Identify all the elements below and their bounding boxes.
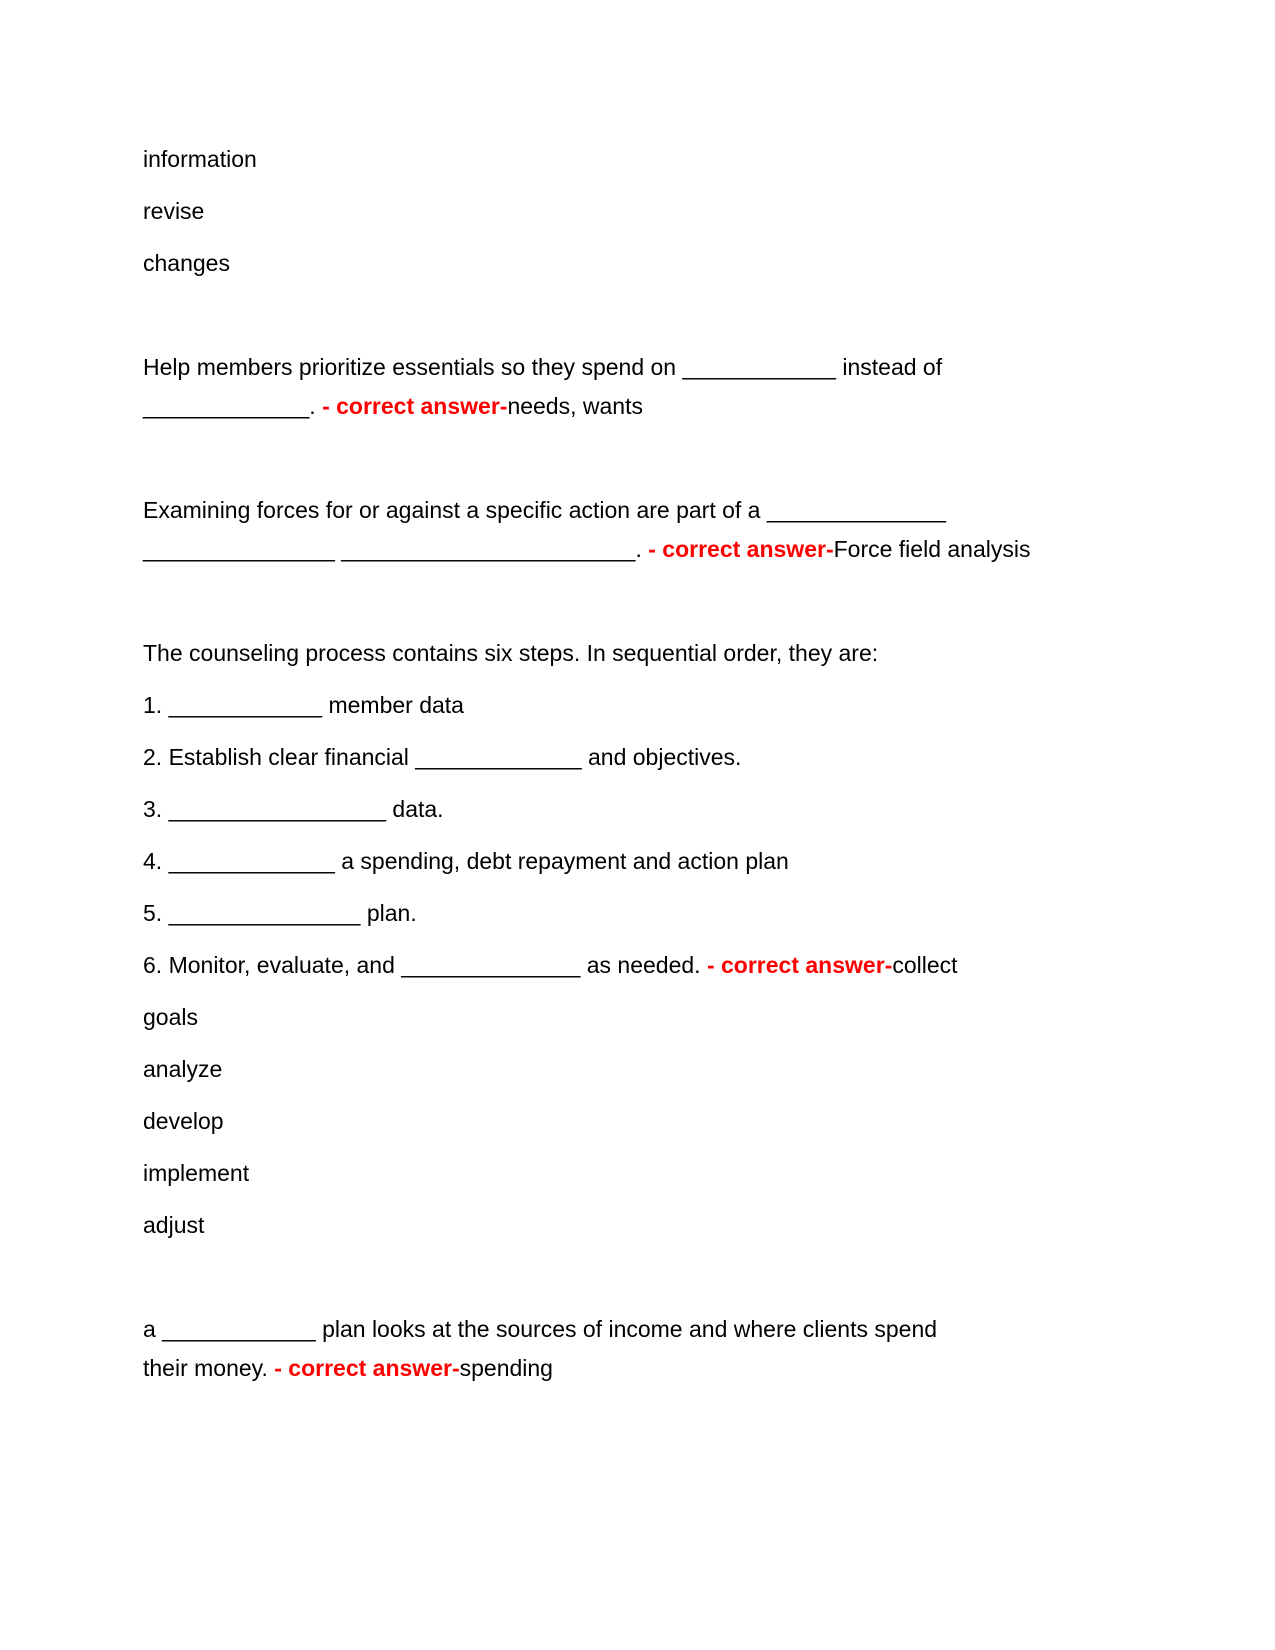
question-text: 5. _______________ plan.	[143, 900, 417, 926]
document-body	[143, 140, 1125, 1388]
step-3	[143, 790, 1125, 829]
option-develop	[143, 1102, 1125, 1141]
question-text: Examining forces for or against a specific action are part of a ______________	[143, 497, 946, 523]
question-text: 1. ____________ member data	[143, 692, 464, 718]
term-revise	[143, 192, 1125, 231]
block-gap	[143, 296, 1125, 335]
question-text: spending	[459, 1355, 553, 1381]
question-text: 2. Establish clear financial _____________ and objectives.	[143, 744, 742, 770]
question-text: collect	[892, 952, 958, 978]
block-gap	[143, 582, 1125, 621]
step-1	[143, 686, 1125, 725]
question-text: 6. Monitor, evaluate, and ______________ as needed.	[143, 952, 707, 978]
question-text: 3. _________________ data.	[143, 796, 444, 822]
question-text: information	[143, 146, 257, 172]
step-5	[143, 894, 1125, 933]
question-text: adjust	[143, 1212, 205, 1238]
step-4	[143, 842, 1125, 881]
step-6	[143, 946, 1125, 985]
question-text: _______________ _______________________.	[143, 536, 649, 562]
block-gap	[143, 439, 1125, 478]
question-text: changes	[143, 250, 230, 276]
question-text: Force field analysis	[833, 536, 1031, 562]
question-text: a ____________ plan looks at the sources of income and where clients spend	[143, 1316, 938, 1342]
term-changes	[143, 244, 1125, 283]
correct-answer-label: - correct answer-	[648, 536, 834, 562]
question-counseling-process-intro	[143, 634, 1125, 673]
question-text: implement	[143, 1160, 250, 1186]
question-examining-forces	[143, 491, 1125, 569]
option-adjust	[143, 1206, 1125, 1245]
block-gap	[143, 1258, 1125, 1297]
question-text: goals	[143, 1004, 198, 1030]
option-analyze	[143, 1050, 1125, 1089]
question-text: Help members prioritize essentials so they spend on ____________ instead of	[143, 354, 943, 380]
question-text: revise	[143, 198, 205, 224]
question-text: analyze	[143, 1056, 223, 1082]
correct-answer-label: - correct answer-	[274, 1355, 460, 1381]
correct-answer-label: - correct answer-	[322, 393, 508, 419]
question-text: their money.	[143, 1355, 275, 1381]
term-information	[143, 140, 1125, 179]
option-goals	[143, 998, 1125, 1037]
option-implement	[143, 1154, 1125, 1193]
question-spending-plan	[143, 1310, 1125, 1388]
correct-answer-label: - correct answer-	[706, 952, 893, 978]
question-prioritize-essentials	[143, 348, 1125, 426]
question-text: The counseling process contains six steps. In sequential order, they are:	[143, 640, 879, 666]
step-2	[143, 738, 1125, 777]
question-text: needs, wants	[507, 393, 643, 419]
question-text: 4. _____________ a spending, debt repayment and action plan	[143, 848, 789, 874]
question-text: _____________.	[143, 393, 323, 419]
question-text: develop	[143, 1108, 224, 1134]
